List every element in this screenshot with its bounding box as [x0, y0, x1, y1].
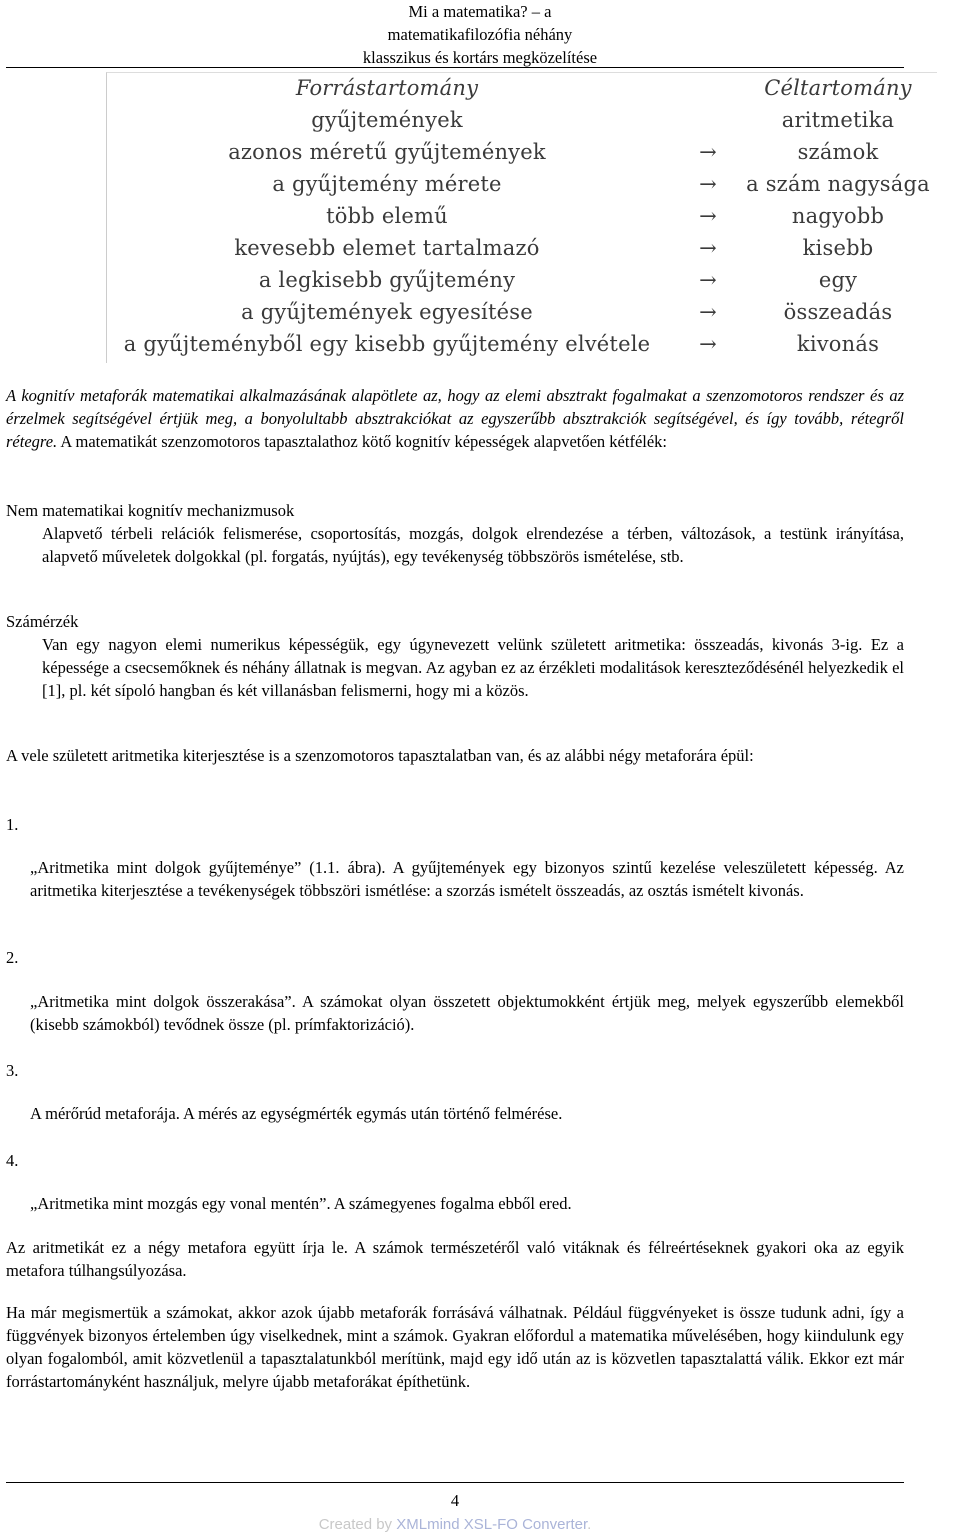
header-line-1: Mi a matematika? – a — [408, 2, 552, 21]
header-line-2: matematikafilozófia néhány — [387, 25, 573, 44]
summary-paragraph: Az aritmetikát ez a négy metafora együtt írja le. A számok természetéről való vitáknak és félreértéseknek gyakori oka az egyik metafora túlhangsúlyozása. — [6, 1238, 904, 1280]
metaphors-intro-paragraph: A vele született aritmetika kiterjesztése is a szenzomotoros tapasztalatban van, és az alábbi négy metaforára épül: — [6, 746, 754, 765]
list-item: A mérőrúd metaforája. A mérés az egységmérték egymás után történő felmérése. — [30, 1104, 563, 1123]
closing-paragraph: Ha már megismertük a számokat, akkor azok újabb metaforák forrásává válhatnak. Például függvényeket is össze tudunk adni, így a függvények bizonyos értelemben úgy viselkednek, mint a számok. Gyakran előfordul a matematika művelésében, hogy kiindulunk egy olyan fogalomból, amit közvetlenül a tapasztalatunkból merítünk, majd egy idő után az is közvetlen tapasztalattá válik. Ekkor ezt már forrástartományként használjuk, melyre újabb metaforákat építhetünk. — [6, 1303, 904, 1391]
intro-italic-text: A kognitív metaforák matematikai alkalmazásának alapötlete az, hogy az elemi absztrakt fogalmakat a szenzomotoros rendszer és az érzelmek segítségével értjük meg, a bonyolultabb absztrakciókat az egyszerűbb absztrakciók segítségével, és így tovább, rétegről rétegre. — [6, 386, 904, 451]
mapping-row — [107, 269, 937, 301]
intro-regular-text: A matematikát szenzomotoros tapasztalathoz kötő kognitív képességek alapvetően kétfélék: — [57, 432, 668, 451]
target-domain-heading: Céltartomány — [764, 76, 912, 100]
source-domain-subheading: gyűjtemények — [311, 108, 463, 132]
list-item: „Aritmetika mint dolgok összerakása”. A számokat olyan összetett objektumokként értjük meg, melyek egyszerűbb elemekből (kisebb számokból) tevődnek össze (pl. prímfaktorizáció). — [30, 992, 904, 1034]
credit-suffix: . — [587, 1516, 592, 1533]
mapping-source: kevesebb elemet tartalmazó — [234, 236, 540, 260]
term-non-math-mechanisms: Nem matematikai kognitív mechanizmusok — [6, 501, 295, 520]
metaphor-mapping-figure — [106, 72, 937, 363]
mapping-row — [107, 205, 937, 237]
list-item-number: 4. — [6, 1151, 19, 1170]
page-number: 4 — [450, 1491, 460, 1510]
list-item: „Aritmetika mint dolgok gyűjteménye” (1.1. ábra). A gyűjtemények egy bizonyos szintű kezelése veleszületett képesség. Az aritmetika kiterjesztése a tevékenységek többszöri ismétlése: a szorzás ismételt összeadás, az osztás ismételt kivonás. — [30, 858, 904, 900]
mapping-target: nagyobb — [791, 204, 885, 228]
mapping-target: összeadás — [783, 300, 893, 324]
mapping-row — [107, 333, 937, 365]
mapping-source: azonos méretű gyűjtemények — [228, 140, 546, 164]
running-header — [0, 0, 960, 69]
mapping-row — [107, 301, 937, 333]
right-arrow-icon: → — [699, 236, 717, 260]
figure-subheader-row — [107, 109, 937, 141]
mapping-row — [107, 141, 937, 173]
mapping-source: a gyűjteményből egy kisebb gyűjtemény elvétele — [123, 332, 651, 356]
header-divider — [6, 67, 904, 68]
footer-divider — [6, 1482, 904, 1483]
mapping-target: kisebb — [802, 236, 874, 260]
target-domain-subheading: aritmetika — [781, 108, 895, 132]
definition-non-math-mechanisms: Alapvető térbeli relációk felismerése, csoportosítás, mozgás, dolgok elrendezése a térben, változások, a testünk irányítása, alapvető műveletek dolgokkal (pl. forgatás, nyújtás), egy tevékenység többszörös ismételése, stb. — [42, 524, 904, 566]
list-item-number: 2. — [6, 948, 19, 967]
mapping-target: kivonás — [796, 332, 880, 356]
mapping-target: a szám nagysága — [746, 172, 930, 196]
right-arrow-icon: → — [699, 300, 717, 324]
credit-brand-link[interactable]: XMLmind XSL-FO Converter — [396, 1516, 588, 1533]
mapping-target: egy — [818, 268, 858, 292]
mapping-source: a gyűjtemény mérete — [272, 172, 502, 196]
mapping-source: a legkisebb gyűjtemény — [258, 268, 516, 292]
right-arrow-icon: → — [699, 172, 717, 196]
right-arrow-icon: → — [699, 140, 717, 164]
mapping-row — [107, 173, 937, 205]
mapping-source: több elemű — [326, 204, 448, 228]
right-arrow-icon: → — [699, 204, 717, 228]
credit-prefix: Created by — [318, 1516, 397, 1533]
right-arrow-icon: → — [699, 268, 717, 292]
right-arrow-icon: → — [699, 332, 717, 356]
generator-credit — [0, 1513, 910, 1536]
figure-header-row — [107, 77, 937, 109]
source-domain-heading: Forrástartomány — [295, 76, 479, 100]
intro-paragraph — [6, 384, 904, 453]
list-item-number: 1. — [6, 815, 19, 834]
list-item: „Aritmetika mint mozgás egy vonal mentén”. A számegyenes fogalma ebből ered. — [30, 1194, 572, 1213]
definition-number-sense: Van egy nagyon elemi numerikus képességük, egy úgynevezett velünk született aritmetika: összeadás, kivonás 3-ig. Ez a képessége a csecsemőknek és néhány állatnak is megvan. Az agyban ez az érzékleti modalitások kereszteződésénél helyezkedik el [1], pl. két sípoló hangban és két villanásban felismerni, hogy mi a közös. — [42, 635, 904, 700]
term-number-sense: Számérzék — [6, 612, 79, 631]
header-line-3: klasszikus és kortárs megközelítése — [362, 48, 598, 67]
mapping-row — [107, 237, 937, 269]
mapping-target: számok — [797, 140, 879, 164]
mapping-source: a gyűjtemények egyesítése — [241, 300, 533, 324]
list-item-number: 3. — [6, 1061, 19, 1080]
